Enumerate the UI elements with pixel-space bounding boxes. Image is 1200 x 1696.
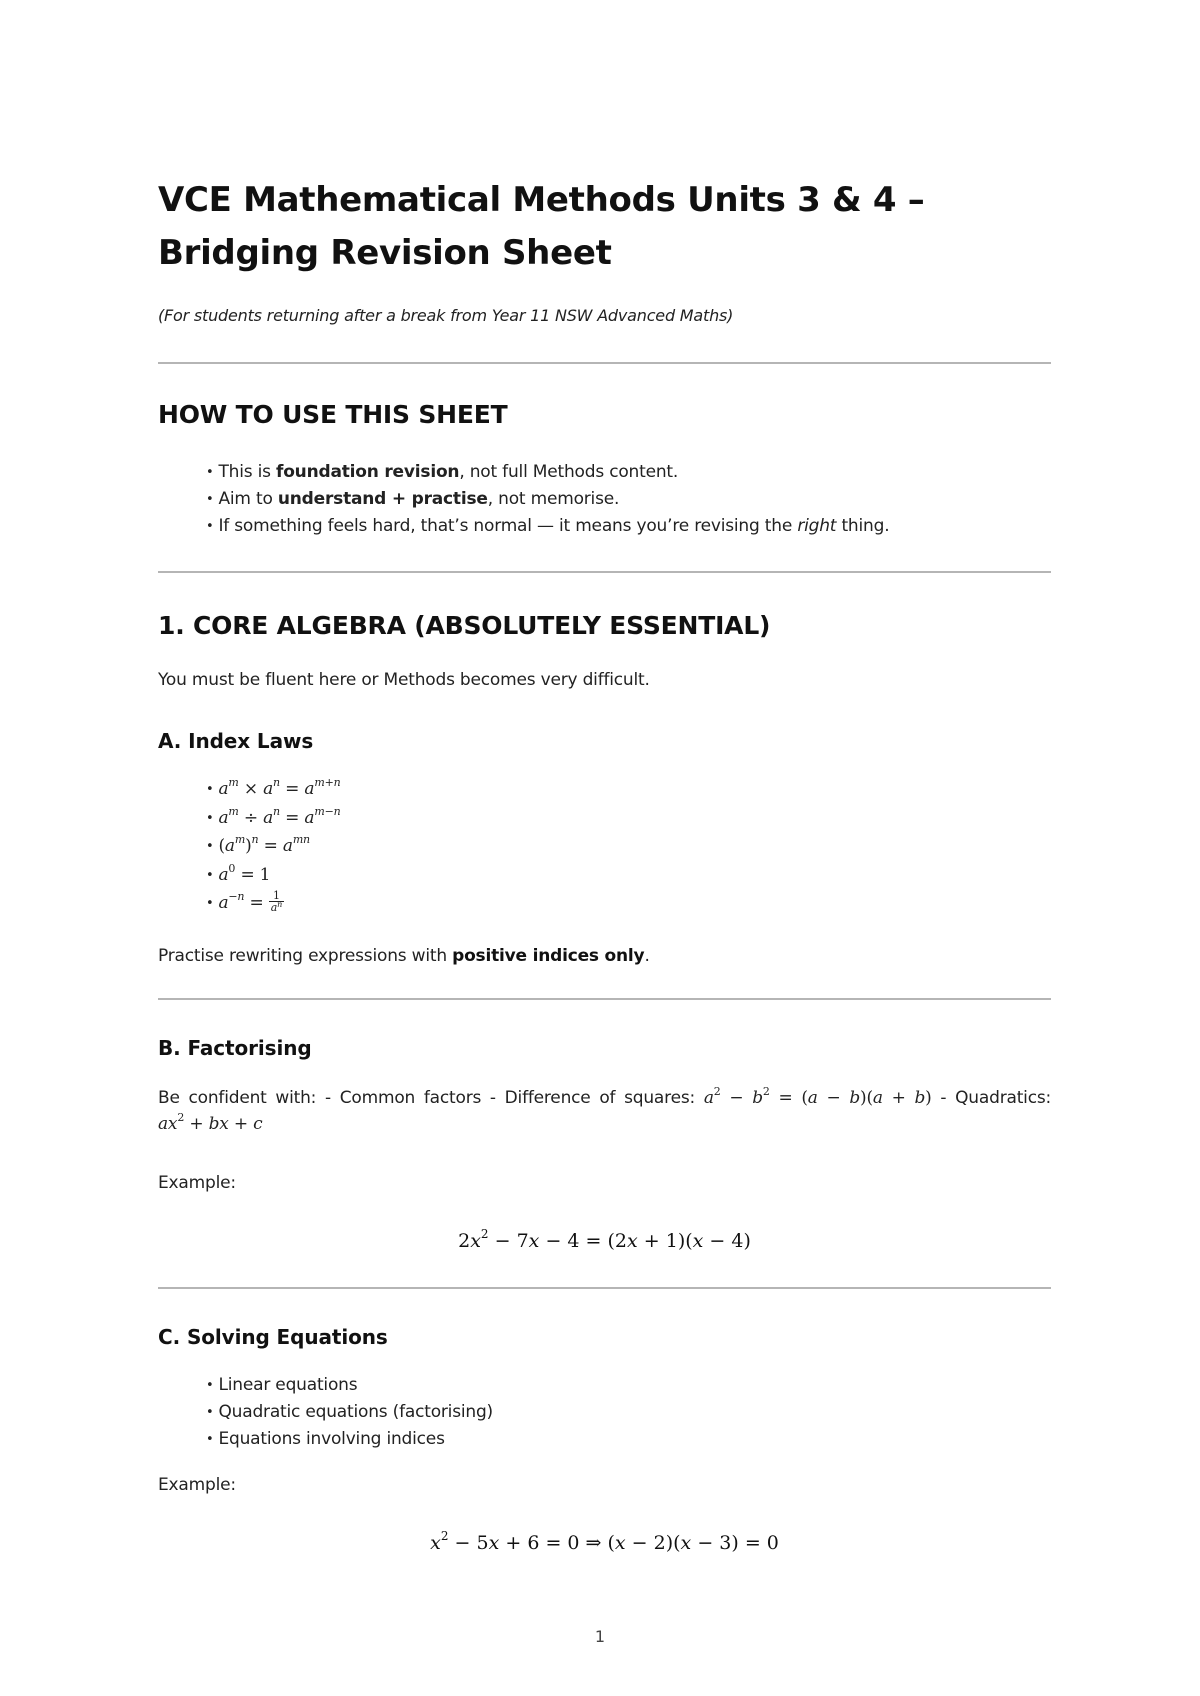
factorising-example: $2x^2 - 7x - 4 = (2x + 1)(x - 4)$ [458,1227,751,1252]
divider [158,362,1051,364]
index-law-negative: • $a^{-n}$ = $\frac{1}{a^n}$ [206,889,340,918]
list-item: • Aim to understand + practise, not memorise. [206,486,889,513]
example-label: Example: [158,1173,236,1193]
list-item: • Quadratic equations (factorising) [206,1399,493,1426]
subheading-index-laws: A. Index Laws [158,729,314,753]
divider [158,998,1051,1000]
difference-of-squares-formula: $a^2 - b^2 = (a - b)(a + b)$ [703,1085,932,1108]
list-item: • If something feels hard, that’s normal — it means you’re revising the right thing. [206,513,889,540]
solving-equations-list [206,1372,493,1453]
index-law-quotient: • $a^m \div a^n = a^{m-n}$ [206,804,340,833]
index-laws-list [206,775,340,918]
document-subtitle: (For students returning after a break from Year 11 NSW Advanced Maths) [158,306,734,325]
list-item: • Equations involving indices [206,1426,493,1453]
document-title: VCE Mathematical Methods Units 3 & 4 – Bridging Revision Sheet [158,180,925,273]
index-laws-practice-note: Practise rewriting expressions with positive indices only. [158,946,650,966]
divider [158,571,1051,573]
section-heading-core-algebra: 1. CORE ALGEBRA (ABSOLUTELY ESSENTIAL) [158,611,771,640]
index-law-zero: • $a^0 = 1$ [206,861,340,890]
list-item: • This is foundation revision, not full Methods content. [206,459,889,486]
subheading-factorising: B. Factorising [158,1036,312,1060]
page-number: 1 [594,1627,606,1646]
example-label: Example: [158,1475,236,1495]
section-heading-how-to-use: HOW TO USE THIS SHEET [158,400,508,429]
solving-example: $x^2 - 5x + 6 = 0$ ⇒ (x − 2)(x − 3) = 0 [430,1529,779,1554]
quadratic-general-form: $ax^2$ + bx + c [158,1111,263,1134]
factorising-intro: Be confident with: - Common factors - Difference of squares: $a^2 - b^2 = (a - b)(a + b)$ - Quadratics: [158,1085,1052,1108]
list-item: • Linear equations [206,1372,493,1399]
divider [158,1287,1051,1289]
how-to-use-list [206,459,889,540]
index-law-power: • $(a^m)^n = a^{mn}$ [206,832,340,861]
section-intro: You must be fluent here or Methods becomes very difficult. [158,670,650,690]
index-law-product: • $a^m \times a^n = a^{m+n}$ [206,775,340,804]
subheading-solving-equations: C. Solving Equations [158,1325,388,1349]
